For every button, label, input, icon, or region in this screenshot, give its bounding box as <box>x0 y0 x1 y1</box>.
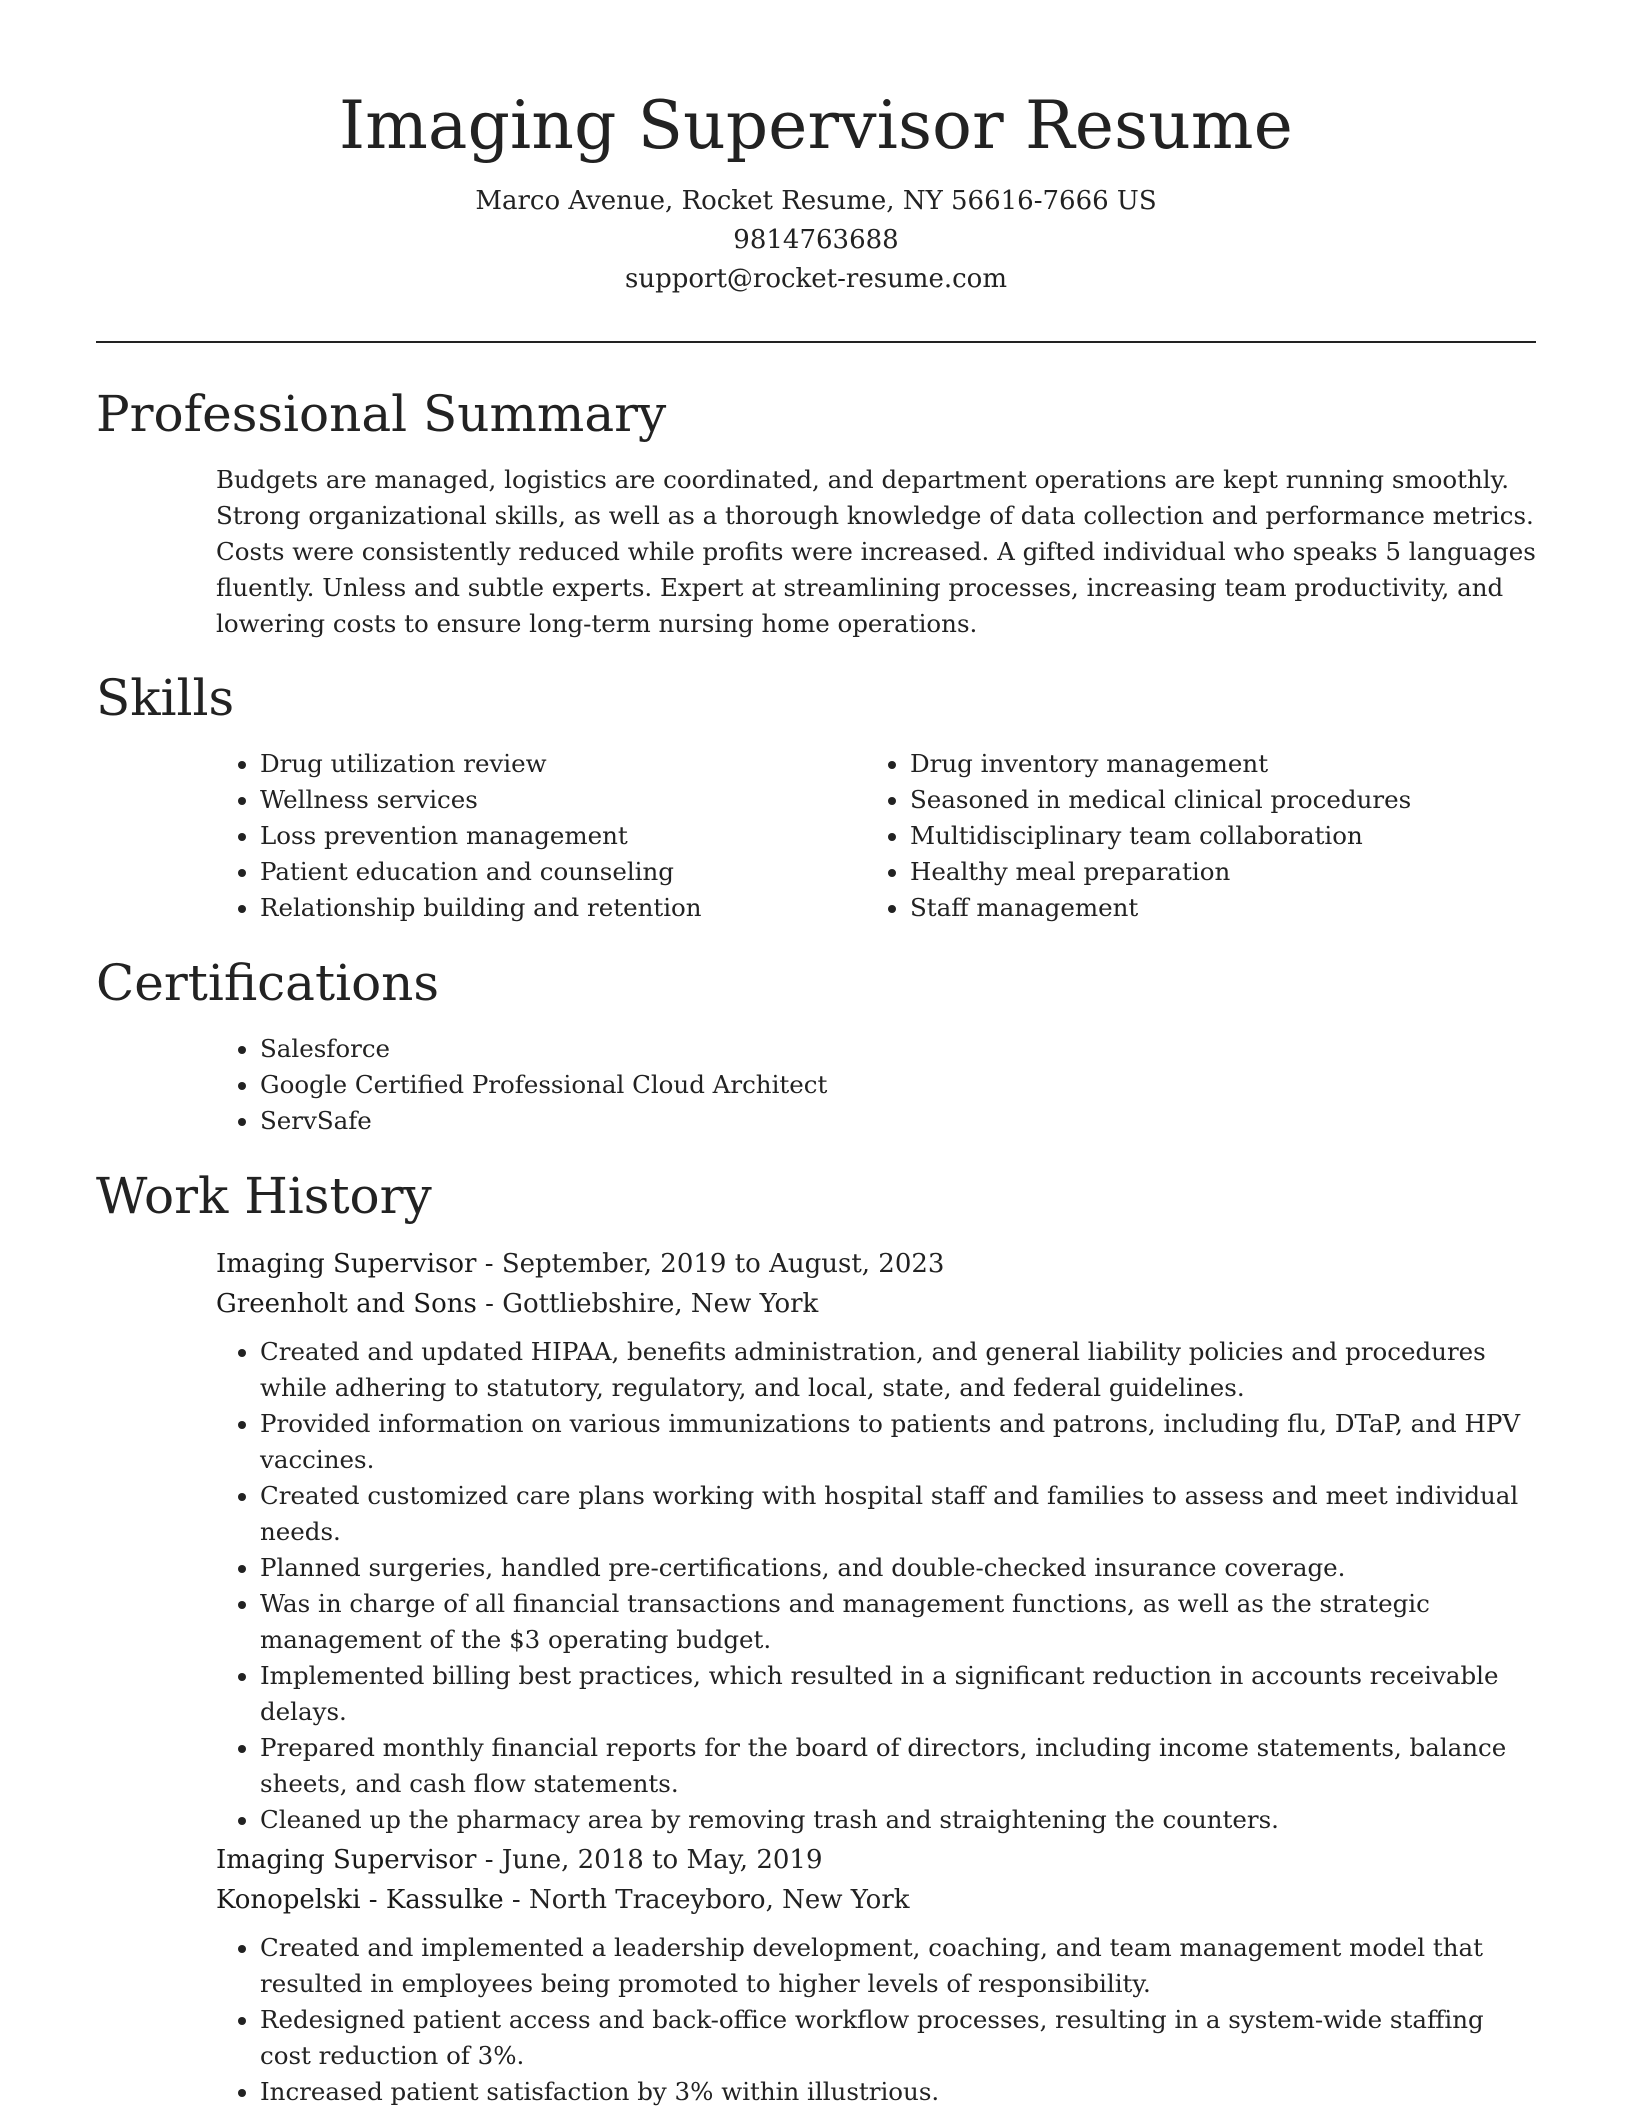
contact-info <box>96 182 1536 299</box>
job-entry <box>216 1244 1536 1838</box>
skill-item: • Patient education and counseling <box>260 854 816 890</box>
phone: 9814763688 <box>733 225 899 255</box>
job-bullet: • Increased patient satisfaction by 3% within illustrious. <box>260 2074 1536 2110</box>
job-entry <box>216 1840 1536 2110</box>
skills-heading: Skills <box>96 669 235 727</box>
work-history-heading: Work History <box>96 1167 432 1225</box>
job-company-line: Konopelski - Kassulke - North Traceyboro, New York <box>216 1885 910 1915</box>
summary-text: Budgets are managed, logistics are coordinated, and department operations are kept running smoothly. Strong organizational skills, as well as a thorough knowledge of data collection and performance metrics. Costs were consistently reduced while profits were increased. A gifted individual who speaks 5 languages fluently. Unless and subtle experts. Expert at streamlining processes, increasing team productivity, and lowering costs to ensure long-term nursing home operations. <box>216 465 1536 638</box>
header-divider <box>96 341 1536 343</box>
job-title: Imaging Supervisor <box>216 1845 477 1875</box>
address: Marco Avenue, Rocket Resume, NY 56616-7666 US <box>475 186 1157 216</box>
job-bullet: • Prepared monthly financial reports for the board of directors, including income statements, balance sheets, and cash flow statements. <box>260 1730 1536 1802</box>
job-bullet: • Cleaned up the pharmacy area by removing trash and straightening the counters. <box>260 1802 1536 1838</box>
job-dates: September, 2019 to August, 2023 <box>501 1249 945 1279</box>
job-company-line: Greenholt and Sons - Gottliebshire, New York <box>216 1289 819 1319</box>
skill-item: • Drug inventory management <box>910 746 1526 782</box>
certification-item: • ServSafe <box>260 1103 1216 1139</box>
job-title-line: Imaging Supervisor - June, 2018 to May, 2019 <box>216 1845 823 1875</box>
email: support@rocket-resume.com <box>624 264 1007 294</box>
job-bullet: • Created and implemented a leadership development, coaching, and team management model that resulted in employees being promoted to higher levels of responsibility. <box>260 1930 1536 2002</box>
skill-item: • Relationship building and retention <box>260 890 816 926</box>
certifications-list <box>216 1031 1216 1139</box>
summary-heading: Professional Summary <box>96 385 667 443</box>
job-bullet: • Was in charge of all financial transactions and management functions, as well as the strategic management of the $3 operating budget. <box>260 1586 1536 1658</box>
job-bullet: • Provided information on various immunizations to patients and patrons, including flu, DTaP, and HPV vaccines. <box>260 1406 1536 1478</box>
job-dates: June, 2018 to May, 2019 <box>501 1845 823 1875</box>
skills-column-left <box>216 746 816 926</box>
job-location: North Traceyboro, New York <box>529 1885 910 1915</box>
skill-item: • Healthy meal preparation <box>910 854 1526 890</box>
resume-title: Imaging Supervisor Resume <box>339 87 1293 164</box>
certifications-heading: Certifications <box>96 954 440 1012</box>
job-location: Gottliebshire, New York <box>502 1289 819 1319</box>
job-bullet: • Created and updated HIPAA, benefits administration, and general liability policies and procedures while adhering to statutory, regulatory, and local, state, and federal guidelines. <box>260 1334 1536 1406</box>
job-bullets <box>216 1930 1536 2110</box>
certification-item: • Google Certified Professional Cloud Architect <box>260 1067 1216 1103</box>
skill-item: • Loss prevention management <box>260 818 816 854</box>
job-bullet: • Planned surgeries, handled pre-certifications, and double-checked insurance coverage. <box>260 1550 1536 1586</box>
job-title: Imaging Supervisor <box>216 1249 477 1279</box>
job-title-line: Imaging Supervisor - September, 2019 to August, 2023 <box>216 1249 945 1279</box>
skill-item: • Staff management <box>910 890 1526 926</box>
job-company: Konopelski - Kassulke <box>216 1885 504 1915</box>
skill-item: • Seasoned in medical clinical procedures <box>910 782 1526 818</box>
skills-column-right <box>866 746 1526 926</box>
skill-item: • Drug utilization review <box>260 746 816 782</box>
job-bullet: • Created customized care plans working with hospital staff and families to assess and meet individual needs. <box>260 1478 1536 1550</box>
resume-header <box>96 84 1536 299</box>
job-bullet: • Implemented billing best practices, which resulted in a significant reduction in accounts receivable delays. <box>260 1658 1536 1730</box>
job-bullet: • Redesigned patient access and back-office workflow processes, resulting in a system-wide staffing cost reduction of 3%. <box>260 2002 1536 2074</box>
job-company: Greenholt and Sons <box>216 1289 477 1319</box>
skill-item: • Wellness services <box>260 782 816 818</box>
skill-item: • Multidisciplinary team collaboration <box>910 818 1526 854</box>
job-bullets <box>216 1334 1536 1838</box>
certification-item: • Salesforce <box>260 1031 1216 1067</box>
